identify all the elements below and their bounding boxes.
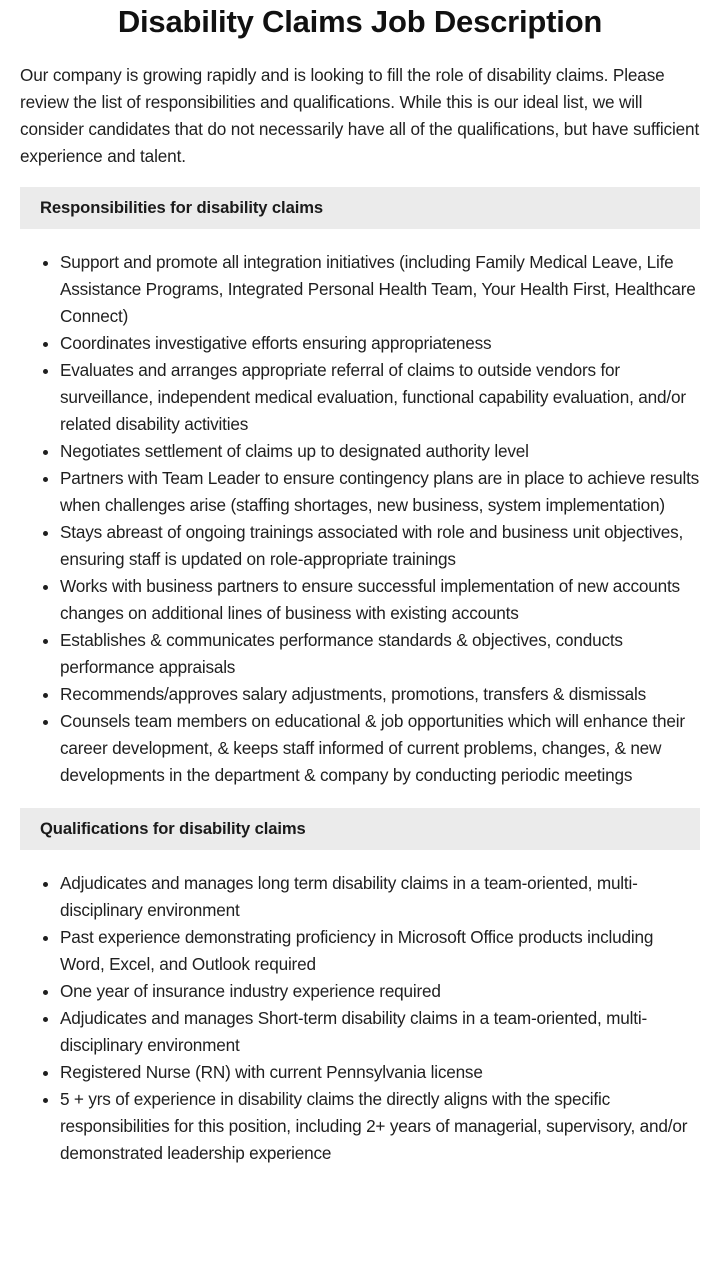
list-item: • Establishes & communicates performance standards & objectives, conducts performance appraisals [60, 627, 700, 681]
list-item: • Adjudicates and manages Short-term disability claims in a team-oriented, multi-disciplinary environment [60, 1005, 700, 1059]
list-item: • Coordinates investigative efforts ensuring appropriateness [60, 330, 700, 357]
list-item: • One year of insurance industry experience required [60, 978, 700, 1005]
list-item: • Counsels team members on educational & job opportunities which will enhance their career development, & keeps staff informed of current problems, changes, & new developments in the department & company by conducting periodic meetings [60, 708, 700, 789]
list-item: • Works with business partners to ensure successful implementation of new accounts changes on additional lines of business with existing accounts [60, 573, 700, 627]
responsibilities-heading: Responsibilities for disability claims [20, 187, 700, 229]
intro-paragraph: Our company is growing rapidly and is looking to fill the role of disability claims. Please review the list of responsibilities and qualifications. While this is our ideal list, we will consider candidates that do not necessarily have all of the qualifications, but have sufficient experience and talent. [20, 65, 700, 166]
list-item: • Partners with Team Leader to ensure contingency plans are in place to achieve results when challenges arise (staffing shortages, new business, system implementation) [60, 465, 700, 519]
list-item: • 5 + yrs of experience in disability claims the directly aligns with the specific responsibilities for this position, including 2+ years of managerial, supervisory, and/or demonstrated leadership experience [60, 1086, 700, 1167]
page-title: Disability Claims Job Description [117, 4, 603, 39]
qualifications-list [20, 870, 700, 1167]
list-item: • Recommends/approves salary adjustments, promotions, transfers & dismissals [60, 681, 700, 708]
list-item: • Stays abreast of ongoing trainings associated with role and business unit objectives, ensuring staff is updated on role-appropriate trainings [60, 519, 700, 573]
list-item: • Past experience demonstrating proficiency in Microsoft Office products including Word, Excel, and Outlook required [60, 924, 700, 978]
list-item: • Negotiates settlement of claims up to designated authority level [60, 438, 700, 465]
responsibilities-list [20, 249, 700, 789]
list-item: • Adjudicates and manages long term disability claims in a team-oriented, multi-disciplinary environment [60, 870, 700, 924]
list-item: • Registered Nurse (RN) with current Pennsylvania license [60, 1059, 700, 1086]
qualifications-heading: Qualifications for disability claims [20, 808, 700, 850]
list-item: • Support and promote all integration initiatives (including Family Medical Leave, Life Assistance Programs, Integrated Personal Health Team, Your Health First, Healthcare Connect) [60, 249, 700, 330]
list-item: • Evaluates and arranges appropriate referral of claims to outside vendors for surveillance, independent medical evaluation, functional capability evaluation, and/or related disability activities [60, 357, 700, 438]
